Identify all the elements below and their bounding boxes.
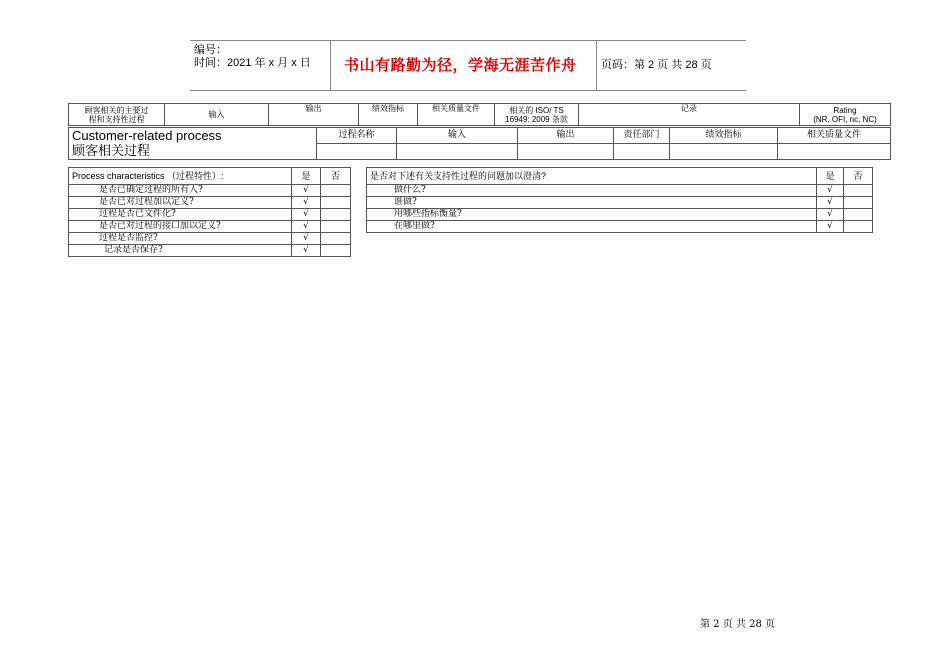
no-cell[interactable] (321, 245, 351, 257)
sub-header-row (69, 128, 891, 144)
page-label: 页码：第 2 页 共 28 页 (601, 59, 712, 71)
checkmark-icon[interactable]: √ (292, 197, 321, 209)
left-yes-header: 是 (292, 168, 321, 185)
left-question: 是否已对过程加以定义? (69, 197, 292, 209)
value-docs[interactable] (778, 144, 891, 160)
header-cell-iso (495, 104, 579, 126)
list-item (367, 209, 873, 221)
checkmark-icon[interactable]: √ (817, 185, 844, 197)
process-title-cn: 顾客相关过程 (72, 143, 151, 158)
right-checklist-header: 是否对下述有关支持性过程的问题加以澄清? (367, 168, 817, 185)
header-top-rule (190, 40, 746, 41)
header-divider-right (596, 40, 597, 90)
header-cell-input: 输入 (165, 104, 269, 126)
process-title-en: Customer-related process (72, 128, 222, 143)
left-no-header: 否 (321, 168, 351, 185)
left-question: 是否已对过程的接口加以定义? (69, 221, 292, 233)
checkmark-icon[interactable]: √ (292, 221, 321, 233)
no-cell[interactable] (844, 221, 873, 233)
left-checklist-header-row (69, 168, 351, 185)
header-rating-line1: Rating (833, 105, 857, 115)
checkmark-icon[interactable]: √ (817, 197, 844, 209)
list-item (69, 197, 351, 209)
header-iso-line2: 16949: 2009 条款 (505, 114, 568, 124)
no-cell[interactable] (321, 185, 351, 197)
left-question: 记录是否保存? (69, 245, 292, 257)
list-item (69, 245, 351, 257)
left-checklist-header: Process characteristics （过程特性）: (69, 168, 292, 185)
right-yes-header: 是 (817, 168, 844, 185)
list-item (69, 185, 351, 197)
header-divider-left (330, 40, 331, 90)
list-item (367, 221, 873, 233)
header-cell-process (69, 104, 165, 126)
process-detail-table (68, 127, 891, 160)
header-cell-rating (800, 104, 891, 126)
list-item (367, 185, 873, 197)
header-cell-output: 输出 (269, 104, 359, 126)
no-cell[interactable] (321, 209, 351, 221)
motto: 书山有路勤为径，学海无涯苦作舟 (344, 57, 577, 74)
time-label: 时间：2021 年 x 月 x 日 (194, 57, 311, 69)
process-header-table (68, 103, 891, 126)
header-iso-line1: 相关的 ISO/ TS (509, 105, 564, 115)
list-item (69, 233, 351, 245)
header-cell-records: 记录 (579, 104, 800, 126)
sub-header-kpi: 绩效指标 (670, 128, 778, 144)
checkmark-icon[interactable]: √ (817, 221, 844, 233)
left-question: 过程是否监控? (69, 233, 292, 245)
header-cell-docs: 相关质量文件 (418, 104, 495, 126)
list-item (69, 221, 351, 233)
support-process-table (366, 167, 873, 233)
checkmark-icon[interactable]: √ (817, 209, 844, 221)
no-cell[interactable] (844, 197, 873, 209)
header-process-line1: 顾客相关的主要过 (84, 105, 149, 115)
left-question: 过程是否已文件化? (69, 209, 292, 221)
value-output[interactable] (518, 144, 614, 160)
right-question: 做什么? (367, 185, 817, 197)
right-question: 在哪里做? (367, 221, 817, 233)
value-kpi[interactable] (670, 144, 778, 160)
sub-header-docs: 相关质量文件 (778, 128, 891, 144)
sub-header-department: 责任部门 (614, 128, 670, 144)
no-cell[interactable] (844, 185, 873, 197)
value-input[interactable] (397, 144, 518, 160)
right-question: 用哪些指标衡量? (367, 209, 817, 221)
right-question: 谁做? (367, 197, 817, 209)
table-header-row (69, 104, 891, 126)
checkmark-icon[interactable]: √ (292, 233, 321, 245)
value-department[interactable] (614, 144, 670, 160)
no-cell[interactable] (321, 197, 351, 209)
value-process-name[interactable] (317, 144, 397, 160)
right-no-header: 否 (844, 168, 873, 185)
list-item (69, 209, 351, 221)
footer-page-number: 第 2 页 共 28 页 (700, 619, 775, 630)
list-item (367, 197, 873, 209)
no-cell[interactable] (844, 209, 873, 221)
checkmark-icon[interactable]: √ (292, 245, 321, 257)
header-bottom-rule (190, 90, 746, 91)
header-process-line2: 程和支持性过程 (88, 114, 145, 124)
sub-header-input: 输入 (397, 128, 518, 144)
right-checklist-header-row (367, 168, 873, 185)
serial-label: 编号： (194, 44, 227, 56)
no-cell[interactable] (321, 233, 351, 245)
checkmark-icon[interactable]: √ (292, 185, 321, 197)
header-rating-line2: (NR, OFI, nc, NC) (813, 114, 877, 124)
sub-header-output: 输出 (518, 128, 614, 144)
process-title-cell (69, 128, 317, 160)
checkmark-icon[interactable]: √ (292, 209, 321, 221)
no-cell[interactable] (321, 221, 351, 233)
left-question: 是否已确定过程的所有人? (69, 185, 292, 197)
sub-header-process-name: 过程名称 (317, 128, 397, 144)
header-cell-kpi: 绩效指标 (359, 104, 418, 126)
process-characteristics-table (68, 167, 351, 257)
